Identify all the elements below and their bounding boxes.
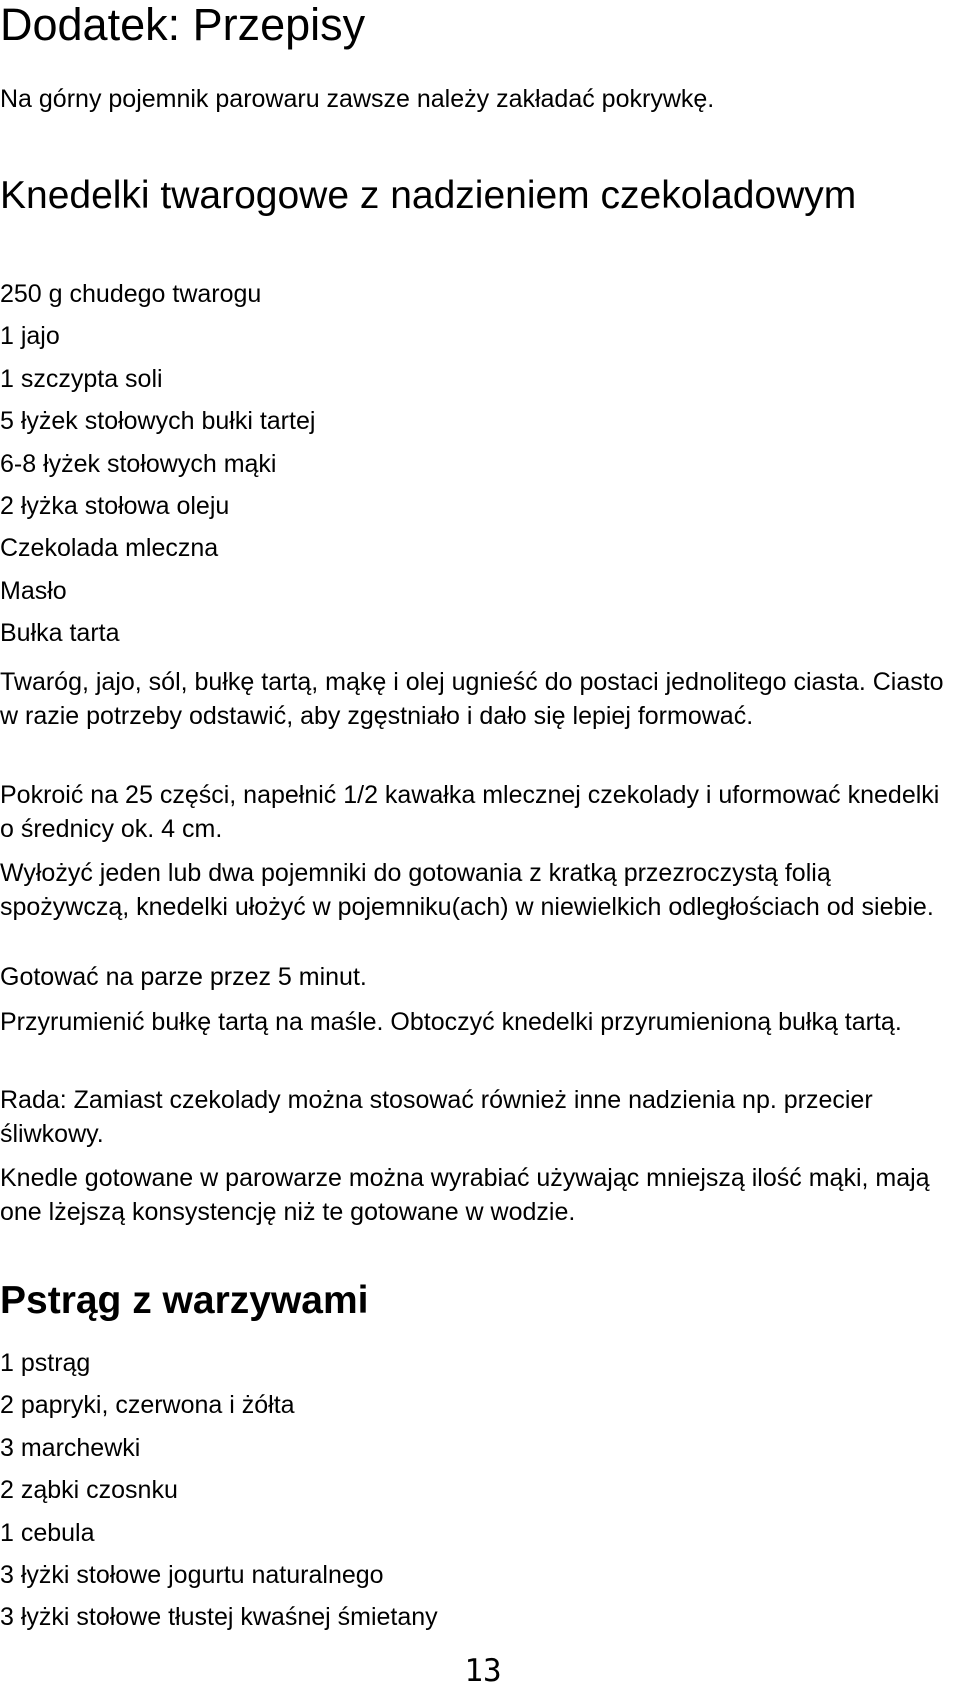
ingredient-item: 2 łyżka stołowa oleju [0, 491, 230, 520]
ingredient-item: 1 jajo [0, 322, 60, 351]
recipe-title-knedelki: Knedelki twarogowe z nadzieniem czekoladowym [0, 174, 857, 217]
ingredient-item: Bułka tarta [0, 619, 120, 648]
ingredient-item: 3 łyżki stołowe tłustej kwaśnej śmietany [0, 1603, 438, 1632]
recipe-note: Knedle gotowane w parowarze można wyrabiać używając mniejszą ilość mąki, mają one lżejszą konsystencję niż te gotowane w wodzie. [0, 1164, 930, 1226]
ingredient-item: 3 łyżki stołowe jogurtu naturalnego [0, 1560, 384, 1589]
recipe-step: Gotować na parze przez 5 minut. [0, 963, 367, 991]
ingredient-item: 1 cebula [0, 1518, 95, 1547]
ingredient-item: 2 ząbki czosnku [0, 1476, 178, 1505]
ingredient-item: Czekolada mleczna [0, 534, 219, 563]
recipe-tip: Rada: Zamiast czekolady można stosować również inne nadzienia np. przecier śliwkowy. [0, 1086, 873, 1148]
recipe-step: Twaróg, jajo, sól, bułkę tartą, mąkę i olej ugnieść do postaci jednolitego ciasta. Ciasto w razie potrzeby odstawić, aby zgęstniało i dało się lepiej formować. [0, 668, 944, 730]
ingredient-item: 250 g chudego twarogu [0, 280, 262, 308]
ingredient-list-knedelki [0, 278, 315, 660]
ingredient-item: 3 marchewki [0, 1433, 141, 1462]
ingredient-item: Masło [0, 576, 67, 605]
recipe-step: Wyłożyć jeden lub dwa pojemniki do gotowania z kratką przezroczystą folią spożywczą, knedelki ułożyć w pojemniku(ach) w niewielkich odległościach od siebie. [0, 859, 934, 921]
ingredient-item: 2 papryki, czerwona i żółta [0, 1391, 295, 1420]
ingredient-item: 1 pstrąg [0, 1349, 91, 1377]
page-title: Dodatek: Przepisy [0, 0, 366, 50]
recipe-title-pstrag: Pstrąg z warzywami [0, 1279, 369, 1322]
ingredient-item: 1 szczypta soli [0, 364, 163, 393]
recipe-step: Przyrumienić bułkę tartą na maśle. Obtoczyć knedelki przyrumienioną bułką tartą. [0, 1008, 902, 1036]
page-number: 13 [464, 1653, 502, 1689]
ingredient-item: 5 łyżek stołowych bułki tartej [0, 407, 316, 436]
intro-note: Na górny pojemnik parowaru zawsze należy zakładać pokrywkę. [0, 85, 715, 113]
ingredient-list-pstrag [0, 1347, 438, 1644]
ingredient-item: 6-8 łyżek stołowych mąki [0, 449, 277, 478]
recipe-step: Pokroić na 25 części, napełnić 1/2 kawałka mlecznej czekolady i uformować knedelki o średnicy ok. 4 cm. [0, 781, 940, 843]
